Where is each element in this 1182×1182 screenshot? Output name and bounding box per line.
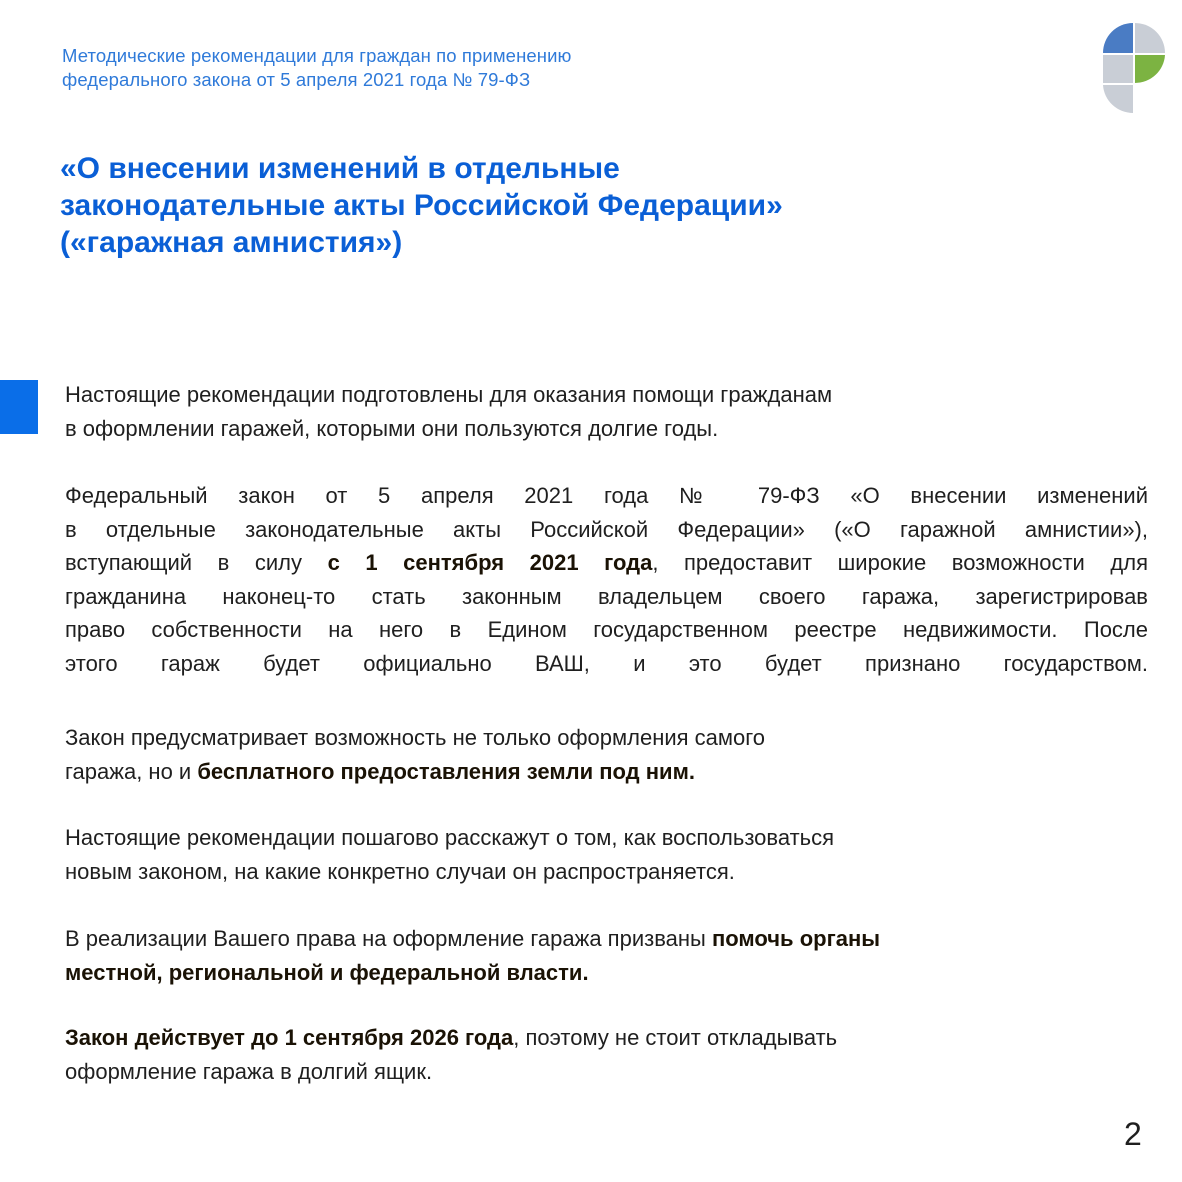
logo-green-segment bbox=[1135, 55, 1165, 83]
accent-bar bbox=[0, 380, 38, 434]
paragraph-line: Настоящие рекомендации подготовлены для оказания помощи гражданам bbox=[65, 382, 833, 407]
bold-text: бесплатного предоставления земли под ним. bbox=[197, 758, 695, 784]
paragraph-intro bbox=[65, 378, 832, 445]
paragraph-line: гражданина наконец-то стать законным владельцем своего гаража, зарегистрировав bbox=[65, 583, 1148, 609]
paragraph-line: право собственности на него в Едином государственном реестре недвижимости. После bbox=[65, 617, 1148, 642]
title-line: («гаражная амнистия») bbox=[60, 226, 403, 259]
paragraph-line bbox=[65, 956, 880, 990]
text-segment: вступающий в силу bbox=[65, 550, 328, 575]
paragraph-deadline bbox=[65, 1021, 837, 1088]
logo-gray-top-segment bbox=[1135, 23, 1165, 53]
title-line: «О внесении изменений в отдельные bbox=[60, 152, 620, 185]
paragraph-steps bbox=[65, 821, 834, 888]
paragraph-line: новым законом, на какие конкретно случаи он распространяется. bbox=[65, 858, 735, 884]
paragraph-line: в оформлении гаражей, которыми они пользуются долгие годы. bbox=[65, 415, 719, 441]
paragraph-line: этого гараж будет официально ВАШ, и это будет признано государством. bbox=[65, 650, 1148, 676]
header-subtitle-line: федерального закона от 5 апреля 2021 года № 79-ФЗ bbox=[62, 69, 531, 90]
paragraph-line: оформление гаража в долгий ящик. bbox=[65, 1058, 433, 1084]
logo-blue-segment bbox=[1103, 23, 1133, 53]
text-segment: , предоставит широкие возможности для bbox=[652, 550, 1148, 575]
document-title bbox=[60, 150, 960, 261]
paragraph-line: в отдельные законодательные акты Российской Федерации» («О гаражной амнистии»), bbox=[65, 516, 1148, 542]
bold-date: с 1 сентября 2021 года bbox=[327, 550, 653, 575]
paragraph-line bbox=[65, 1021, 837, 1055]
logo-gray-stem-segment bbox=[1103, 85, 1133, 113]
bold-text: помочь органы bbox=[711, 926, 881, 951]
text-segment: , поэтому не стоит откладывать bbox=[513, 1025, 838, 1050]
page-number: 2 bbox=[1124, 1116, 1142, 1152]
title-line: законодательные акты Российской Федерации» bbox=[60, 189, 783, 222]
paragraph-land bbox=[65, 721, 765, 788]
paragraph-federal-law bbox=[65, 479, 1148, 680]
header-subtitle-line: Методические рекомендации для граждан по применению bbox=[62, 45, 572, 66]
paragraph-line bbox=[65, 546, 1148, 580]
paragraph-line bbox=[65, 922, 880, 956]
paragraph-line bbox=[65, 755, 765, 789]
rosreestr-logo-icon bbox=[1102, 22, 1166, 114]
header-subtitle bbox=[62, 44, 822, 92]
bold-text: местной, региональной и федеральной власти. bbox=[65, 959, 589, 985]
logo-gray-left-segment bbox=[1103, 55, 1133, 83]
paragraph-line: Закон предусматривает возможность не только оформления самого bbox=[65, 725, 766, 750]
paragraph-line: Настоящие рекомендации пошагово расскажут о том, как воспользоваться bbox=[65, 825, 835, 850]
text-segment: В реализации Вашего права на оформление гаража призваны bbox=[65, 926, 712, 951]
text-segment: гаража, но и bbox=[65, 758, 198, 784]
paragraph-authorities bbox=[65, 922, 880, 989]
paragraph-line: Федеральный закон от 5 апреля 2021 года № 79-ФЗ «О внесении изменений bbox=[65, 483, 1148, 508]
bold-date: Закон действует до 1 сентября 2026 года bbox=[65, 1025, 514, 1050]
